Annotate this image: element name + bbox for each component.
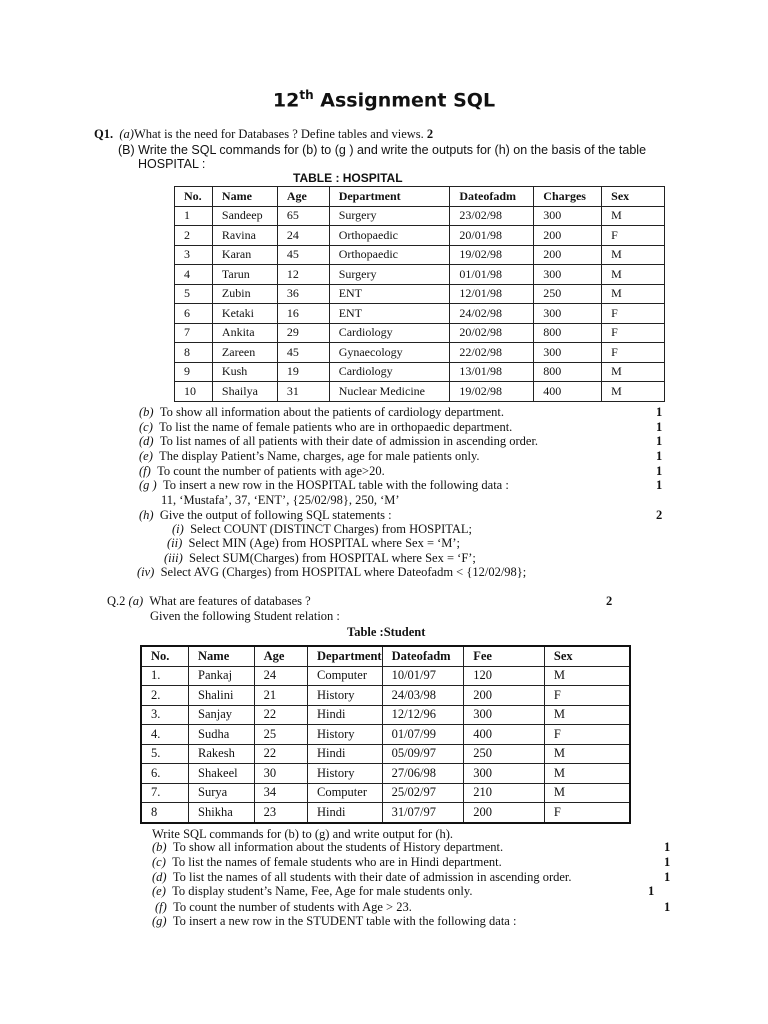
hospital-header-cell: Department xyxy=(329,187,450,207)
hospital-table-cell: 19/02/98 xyxy=(450,245,534,265)
q1-question-marks: 1 xyxy=(656,434,663,448)
student-table-cell: 01/07/99 xyxy=(382,725,464,745)
hospital-table-cell: Shailya xyxy=(212,382,277,402)
hospital-table-cell: Gynaecology xyxy=(329,343,450,363)
hospital-header-cell: Name xyxy=(212,187,277,207)
hospital-table-cell: F xyxy=(602,304,665,324)
hospital-table-cell: 300 xyxy=(534,265,602,285)
hospital-table-cell: M xyxy=(602,245,665,265)
hospital-table-cell: 3 xyxy=(175,245,213,265)
q2-question-label: (f) xyxy=(155,900,167,914)
hospital-table-cell: 29 xyxy=(277,323,329,343)
page-title: 12th Assignment SQL xyxy=(272,88,496,112)
q1-sql-statement-text: Select SUM(Charges) from HOSPITAL where Sex = ‘F’; xyxy=(189,551,476,565)
student-table-cell: 34 xyxy=(254,783,307,803)
q1-question-marks: 1 xyxy=(656,449,663,463)
hospital-table-cell: F xyxy=(602,226,665,246)
hospital-table-cell: 2 xyxy=(175,226,213,246)
hospital-table-cell: Sandeep xyxy=(212,206,277,226)
hospital-header-row xyxy=(175,187,665,207)
hospital-table-cell: M xyxy=(602,206,665,226)
student-table-caption: Table :Student xyxy=(347,625,426,639)
q1-a-marks: 2 xyxy=(426,127,434,141)
q2-question-label: (g) xyxy=(152,914,167,928)
q2-question-marks: 1 xyxy=(664,855,671,869)
q2-a-text: What are features of databases ? xyxy=(149,594,311,608)
hospital-table-cell: 24 xyxy=(277,226,329,246)
student-table-cell: 21 xyxy=(254,686,307,706)
hospital-table-cell: ENT xyxy=(329,284,450,304)
q2-question-text: To list the names of all students with their date of admission in ascending order. xyxy=(172,870,572,884)
hospital-table-cell: 19/02/98 xyxy=(450,382,534,402)
q1-question xyxy=(139,449,480,464)
student-table-cell: Computer xyxy=(308,783,383,803)
student-header-cell: Dateofadm xyxy=(382,646,464,666)
student-table-cell: Hindi xyxy=(308,705,383,725)
q1-question-marks: 1 xyxy=(656,478,663,492)
q2-question-marks: 1 xyxy=(648,884,655,898)
hospital-table-cell: Orthopaedic xyxy=(329,226,450,246)
q1-sql-statement-text: Select MIN (Age) from HOSPITAL where Sex = ‘M’; xyxy=(188,536,461,550)
hospital-table-cell: Surgery xyxy=(329,265,450,285)
q2-question xyxy=(152,870,572,885)
student-table-cell: Shalini xyxy=(189,686,255,706)
student-header-cell: No. xyxy=(141,646,189,666)
q1-sql-statement-label: (ii) xyxy=(167,536,183,550)
q1-question-label: (d) xyxy=(139,434,154,448)
student-table-row xyxy=(141,744,630,764)
q1-question-label: (f) xyxy=(139,464,151,478)
hospital-table-cell: 36 xyxy=(277,284,329,304)
hospital-table-cell: 1 xyxy=(175,206,213,226)
hospital-table-cell: Tarun xyxy=(212,265,277,285)
q1-question-marks: 2 xyxy=(656,508,663,522)
student-table-cell: F xyxy=(544,803,630,823)
student-header-cell: Fee xyxy=(464,646,545,666)
hospital-table-cell: 250 xyxy=(534,284,602,304)
student-table-cell: 31/07/97 xyxy=(382,803,464,823)
q1-question xyxy=(139,420,512,435)
q1-sql-statement xyxy=(164,551,476,566)
student-table-cell: 6. xyxy=(141,764,189,784)
hospital-table-row xyxy=(175,284,665,304)
hospital-table-row xyxy=(175,226,665,246)
hospital-header-cell: Charges xyxy=(534,187,602,207)
student-table-cell: 3. xyxy=(141,705,189,725)
hospital-table-cell: 800 xyxy=(534,362,602,382)
student-table-cell: 200 xyxy=(464,686,545,706)
student-table-row xyxy=(141,686,630,706)
student-table-cell: History xyxy=(308,725,383,745)
student-table-cell: 10/01/97 xyxy=(382,666,464,686)
student-table-cell: Surya xyxy=(189,783,255,803)
q1-question-marks: 1 xyxy=(656,405,663,419)
hospital-table-cell: M xyxy=(602,362,665,382)
q2-question-label: (b) xyxy=(152,840,167,854)
q2-question xyxy=(152,840,503,855)
q1-sql-statement-label: (i) xyxy=(172,522,184,536)
hospital-table-cell: M xyxy=(602,265,665,285)
student-header-cell: Name xyxy=(189,646,255,666)
hospital-table-cell: Zubin xyxy=(212,284,277,304)
hospital-table-cell: ENT xyxy=(329,304,450,324)
q2-question-marks: 1 xyxy=(664,900,671,914)
q1-sql-statement-label: (iv) xyxy=(137,565,155,579)
student-header-cell: Department xyxy=(308,646,383,666)
q1-sql-statement xyxy=(167,536,460,551)
hospital-table-row xyxy=(175,343,665,363)
hospital-header-cell: No. xyxy=(175,187,213,207)
student-table-row xyxy=(141,705,630,725)
hospital-table-cell: 6 xyxy=(175,304,213,324)
hospital-table-cell: F xyxy=(602,323,665,343)
q1-question-text: To list the name of female patients who are in orthopaedic department. xyxy=(159,420,513,434)
hospital-table-cell: 7 xyxy=(175,323,213,343)
q1-question-text: 11, ‘Mustafa’, 37, ‘ENT’, {25/02/98}, 250, ‘M’ xyxy=(161,493,400,507)
q2-a-label: (a) xyxy=(128,594,144,608)
hospital-table-cell: F xyxy=(602,343,665,363)
hospital-table-row xyxy=(175,362,665,382)
hospital-table-row xyxy=(175,304,665,324)
student-table-cell: 24/03/98 xyxy=(382,686,464,706)
q2-question-text: To insert a new row in the STUDENT table with the following data : xyxy=(172,914,517,928)
hospital-table-cell: 200 xyxy=(534,245,602,265)
student-table-cell: 05/09/97 xyxy=(382,744,464,764)
q1-question-label: (c) xyxy=(139,420,153,434)
student-table-cell: 250 xyxy=(464,744,545,764)
q2-question-label: (e) xyxy=(152,884,166,898)
student-table-cell: Shikha xyxy=(189,803,255,823)
student-header-cell: Age xyxy=(254,646,307,666)
student-table-row xyxy=(141,803,630,823)
q1-question xyxy=(161,493,400,508)
q2-question-label: (c) xyxy=(152,855,166,869)
q1-question-label: (e) xyxy=(139,449,153,463)
hospital-table-cell: 300 xyxy=(534,206,602,226)
hospital-table-cell: Nuclear Medicine xyxy=(329,382,450,402)
hospital-table-cell: 45 xyxy=(277,343,329,363)
student-table-cell: 27/06/98 xyxy=(382,764,464,784)
q1-b-intro-line1: (B) Write the SQL commands for (b) to (g ) and write the outputs for (h) on the basis of the table xyxy=(118,143,647,157)
student-table-cell: M xyxy=(544,705,630,725)
q1-sql-statement xyxy=(137,565,526,580)
hospital-table-cell: 5 xyxy=(175,284,213,304)
q1-question xyxy=(139,405,504,420)
hospital-table-cell: 23/02/98 xyxy=(450,206,534,226)
hospital-table-cell: 12/01/98 xyxy=(450,284,534,304)
hospital-table-row xyxy=(175,265,665,285)
student-table-cell: 300 xyxy=(464,705,545,725)
student-table-cell: 12/12/96 xyxy=(382,705,464,725)
q1-question-text: To count the number of patients with age>20. xyxy=(157,464,385,478)
q2-question-text: To count the number of students with Age > 23. xyxy=(173,900,412,914)
hospital-table-row xyxy=(175,382,665,402)
student-header-cell: Sex xyxy=(544,646,630,666)
student-table-cell: 4. xyxy=(141,725,189,745)
hospital-table-cell: Cardiology xyxy=(329,323,450,343)
student-table-cell: 210 xyxy=(464,783,545,803)
hospital-table-cell: 200 xyxy=(534,226,602,246)
q2-question-marks: 1 xyxy=(664,840,671,854)
student-table-cell: 2. xyxy=(141,686,189,706)
student-table-cell: Shakeel xyxy=(189,764,255,784)
student-table-cell: 5. xyxy=(141,744,189,764)
student-table-row xyxy=(141,783,630,803)
q1-question xyxy=(139,464,385,479)
q2-question xyxy=(152,884,472,899)
student-table-row xyxy=(141,725,630,745)
hospital-table-cell: Ketaki xyxy=(212,304,277,324)
student-table-cell: Hindi xyxy=(308,803,383,823)
q1-sql-statement xyxy=(172,522,472,537)
hospital-table-cell: 65 xyxy=(277,206,329,226)
student-table-cell: 400 xyxy=(464,725,545,745)
q1-a-text: What is the need for Databases ? Define tables and views. xyxy=(133,127,424,141)
q1-question xyxy=(139,478,509,493)
hospital-table-cell: Zareen xyxy=(212,343,277,363)
student-table-cell: Hindi xyxy=(308,744,383,764)
student-table-cell: Sudha xyxy=(189,725,255,745)
q2-question xyxy=(155,900,412,915)
q2-question-text: To display student’s Name, Fee, Age for male students only. xyxy=(172,884,473,898)
hospital-table-cell: 13/01/98 xyxy=(450,362,534,382)
q1-sql-statement-label: (iii) xyxy=(164,551,183,565)
student-table-row xyxy=(141,764,630,784)
student-table-cell: 25 xyxy=(254,725,307,745)
hospital-table-caption: TABLE : HOSPITAL xyxy=(293,171,403,185)
q1-question-text: The display Patient’s Name, charges, age for male patients only. xyxy=(159,449,480,463)
q2-question xyxy=(152,855,502,870)
q1-question-text: To insert a new row in the HOSPITAL table with the following data : xyxy=(162,478,509,492)
student-table-cell: 8 xyxy=(141,803,189,823)
q1-number: Q1. xyxy=(94,127,114,141)
student-table-cell: 25/02/97 xyxy=(382,783,464,803)
hospital-table-cell: 20/01/98 xyxy=(450,226,534,246)
hospital-table-cell: 24/02/98 xyxy=(450,304,534,324)
hospital-header-cell: Age xyxy=(277,187,329,207)
q1-question-label: (h) xyxy=(139,508,154,522)
hospital-table-cell: Kush xyxy=(212,362,277,382)
q1-question-marks: 1 xyxy=(656,420,663,434)
q1-question-marks: 1 xyxy=(656,464,663,478)
q1-question xyxy=(139,434,538,449)
hospital-header-cell: Sex xyxy=(602,187,665,207)
hospital-header-cell: Dateofadm xyxy=(450,187,534,207)
hospital-table-cell: 22/02/98 xyxy=(450,343,534,363)
student-table-cell: Sanjay xyxy=(189,705,255,725)
q2-question-text: To list the names of female students who are in Hindi department. xyxy=(172,855,502,869)
hospital-table-cell: Karan xyxy=(212,245,277,265)
hospital-table-cell: M xyxy=(602,382,665,402)
student-table-cell: 23 xyxy=(254,803,307,823)
student-table-cell: M xyxy=(544,783,630,803)
student-table-cell: 7. xyxy=(141,783,189,803)
q1-question-text: Give the output of following SQL statements : xyxy=(159,508,392,522)
student-table-cell: 120 xyxy=(464,666,545,686)
hospital-table-cell: 8 xyxy=(175,343,213,363)
student-table-cell: Rakesh xyxy=(189,744,255,764)
hospital-table-cell: 300 xyxy=(534,343,602,363)
student-table-cell: F xyxy=(544,725,630,745)
student-table-cell: 30 xyxy=(254,764,307,784)
student-table-cell: M xyxy=(544,764,630,784)
q1-question-label: (g ) xyxy=(139,478,157,492)
student-table xyxy=(140,645,631,824)
hospital-table-cell: 300 xyxy=(534,304,602,324)
q1-question-label: (b) xyxy=(139,405,154,419)
q2-question-text: To show all information about the students of History department. xyxy=(172,840,504,854)
hospital-table-cell: 31 xyxy=(277,382,329,402)
hospital-table-cell: Cardiology xyxy=(329,362,450,382)
student-table-cell: 1. xyxy=(141,666,189,686)
hospital-table-cell: 400 xyxy=(534,382,602,402)
student-table-cell: 200 xyxy=(464,803,545,823)
hospital-table-cell: 800 xyxy=(534,323,602,343)
hospital-table-cell: 4 xyxy=(175,265,213,285)
student-table-cell: Computer xyxy=(308,666,383,686)
student-table-cell: F xyxy=(544,686,630,706)
hospital-table-cell: 01/01/98 xyxy=(450,265,534,285)
student-table-cell: M xyxy=(544,666,630,686)
hospital-table-cell: Surgery xyxy=(329,206,450,226)
hospital-table-cell: 45 xyxy=(277,245,329,265)
q1-question-text: To show all information about the patients of cardiology department. xyxy=(159,405,505,419)
student-table-cell: 22 xyxy=(254,744,307,764)
q2-part-a xyxy=(107,594,311,609)
student-table-cell: Pankaj xyxy=(189,666,255,686)
hospital-table-cell: 10 xyxy=(175,382,213,402)
student-table-cell: M xyxy=(544,744,630,764)
student-header-row xyxy=(141,646,630,666)
student-table-cell: 24 xyxy=(254,666,307,686)
hospital-table-row xyxy=(175,206,665,226)
q2-number: Q.2 xyxy=(107,594,126,608)
student-table-cell: History xyxy=(308,686,383,706)
q2-intro: Given the following Student relation : xyxy=(150,609,340,623)
hospital-table-cell: 12 xyxy=(277,265,329,285)
q2-write-intro: Write SQL commands for (b) to (g) and write output for (h). xyxy=(152,827,454,841)
hospital-table-cell: 20/02/98 xyxy=(450,323,534,343)
hospital-table-cell: 16 xyxy=(277,304,329,324)
student-table-row xyxy=(141,666,630,686)
hospital-table-row xyxy=(175,323,665,343)
q1-question xyxy=(139,508,392,523)
hospital-table-cell: 19 xyxy=(277,362,329,382)
q2-a-marks: 2 xyxy=(606,594,613,608)
hospital-table-cell: Ravina xyxy=(212,226,277,246)
q2-question xyxy=(152,914,516,929)
hospital-table-cell: 9 xyxy=(175,362,213,382)
q1-question-text: To list names of all patients with their date of admission in ascending order. xyxy=(159,434,539,448)
student-table-cell: 22 xyxy=(254,705,307,725)
q1-a-label: (a) xyxy=(119,127,134,141)
q1-part-a xyxy=(94,127,433,142)
student-table-cell: History xyxy=(308,764,383,784)
q1-sql-statement-text: Select COUNT (DISTINCT Charges) from HOSPITAL; xyxy=(190,522,473,536)
hospital-table-row xyxy=(175,245,665,265)
q2-question-marks: 1 xyxy=(664,870,671,884)
q2-question-label: (d) xyxy=(152,870,167,884)
q1-b-intro-line2: HOSPITAL : xyxy=(138,157,206,171)
q1-sql-statement-text: Select AVG (Charges) from HOSPITAL where Dateofadm < {12/02/98}; xyxy=(160,565,527,579)
hospital-table-cell: M xyxy=(602,284,665,304)
student-table-cell: 300 xyxy=(464,764,545,784)
hospital-table-cell: Ankita xyxy=(212,323,277,343)
hospital-table xyxy=(174,186,665,402)
hospital-table-cell: Orthopaedic xyxy=(329,245,450,265)
